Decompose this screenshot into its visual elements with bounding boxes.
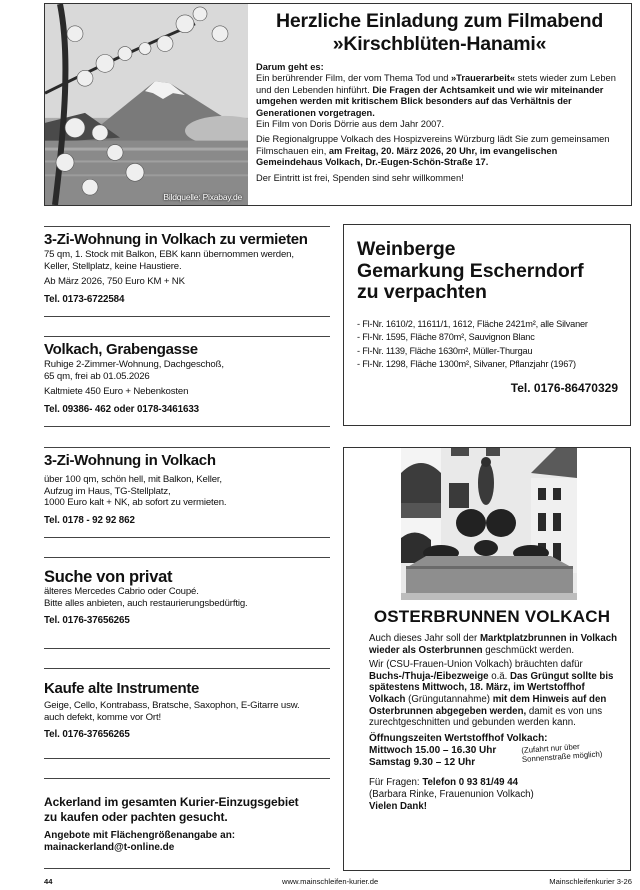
divider [44,426,330,427]
oster-text-span: (Grüngutannahme) [405,693,493,705]
ad-text: auch defekt, komme vor Ort! [44,711,161,723]
classified-ad-car-wanted [44,568,330,627]
divider [44,447,330,448]
vineyard-phone: Tel. 0176-86470329 [510,380,618,395]
event-title-line2: »Kirschblüten-Hanami« [332,33,547,55]
ad-text: 65 qm, frei ab 01.05.2026 [44,370,150,382]
easter-fountain-photo [401,448,577,600]
oster-text-span: geschmückt werden. [482,644,575,656]
divider [44,336,330,337]
oster-text-bold: mit dem Hinweis auf den Osterbrunnen abgegeben werden, [369,693,607,717]
event-title [256,10,623,56]
photo-credit: Bildquelle: Pixabay.de [163,192,242,202]
vineyard-title-line: Gemarkung Escherndorf [357,259,584,282]
easter-fountain-title: OSTERBRUNNEN VOLKACH [373,607,611,626]
ad-price: Kaltmiete 450 Euro + Nebenkosten [44,386,189,398]
event-description [256,62,623,184]
parcel-item: - Fl-Nr. 1595, Fläche 870m², Sauvignon Blanc [357,332,535,342]
contact-person: (Barbara Rinke, Frauenunion Volkach) [369,788,534,800]
page-footer [44,877,632,889]
divider [44,226,330,227]
opening-hours-wednesday: Mittwoch 15.00 – 16.30 Uhr [369,744,497,756]
ad-phone: Tel. 0173-6722584 [44,293,125,305]
opening-hours-saturday: Samstag 9.30 – 12 Uhr [369,756,476,768]
event-text-span: stets wieder zum Leben und den Lebenden hinführt. [256,73,616,95]
ad-text: Angebote mit Flächengrößenangabe an: [44,830,236,841]
vineyard-title-line: Weinberge [357,238,456,260]
intro-heading: Darum geht es: [256,62,324,72]
event-text-bold: Die Fragen der Achtsamkeit und wie wir miteinander umgehen werden mit kritischem Blick besonders auf das Verhältnis der Generationen vorgetragen. [256,84,604,118]
ad-title: 3-Zi-Wohnung in Volkach zu vermieten [44,231,308,248]
vineyard-title-line: zu verpachten [357,281,487,303]
easter-fountain-notice [343,447,631,871]
event-title-line1: Herzliche Einladung zum Filmabend [275,10,604,32]
oster-text-span: o.ä. [488,670,511,682]
ad-title: Kaufe alte Instrumente [44,680,200,697]
ad-text: Geige, Cello, Kontrabass, Bratsche, Saxophon, E-Gitarre usw. [44,700,300,711]
opening-hours-title: Öffnungszeiten Wertstoffhof Volkach: [369,732,548,744]
ad-text: Aufzug im Haus, TG-Stellplatz, [44,485,171,497]
ad-phone: Tel. 0176-37656265 [44,729,130,741]
contact-info [369,777,619,813]
easter-fountain-body [369,633,619,729]
parcel-list [357,318,620,372]
ad-phone: Tel. 0178 - 92 92 862 [44,514,135,526]
classified-ad-apartment-3 [44,452,330,527]
contact-phone: Telefon 0 93 81/49 44 [422,776,518,788]
event-admission: Der Eintritt ist frei, Spenden sind sehr willkommen! [256,172,464,183]
landscape-illustration [45,4,248,205]
vineyard-lease-ad [343,224,631,426]
divider [44,537,330,538]
parcel-item: - Fl-Nr. 1610/2, 11611/1, 1612, Fläche 2421m², alle Silvaner [357,318,588,329]
ad-phone: Tel. 09386- 462 oder 0178-3461633 [44,403,200,415]
film-evening-ad [44,3,632,206]
classified-ad-apartment-2 [44,341,330,416]
cherry-blossom-mount-fuji-photo [45,4,248,205]
divider [44,316,330,317]
oster-text-bold: Buchs-/Thuja-/Eibezweige [369,670,489,682]
oster-text-span: Auch dieses Jahr soll der [369,633,480,644]
ad-text: älteres Mercedes Cabrio oder Coupé. [44,586,199,597]
ad-text: Keller, Stellplatz, keine Haustiere. [44,260,182,272]
ad-phone: Tel. 0176-37656265 [44,615,130,627]
event-text-bold: »Trauerarbeit« [451,73,516,84]
divider [44,557,330,558]
divider [44,758,330,759]
easter-fountain-text [369,607,619,813]
ad-title: Volkach, Grabengasse [44,341,198,358]
page-number: 44 [44,877,53,886]
issue-label: Mainschleifenkurier 3-26 [549,877,632,886]
ad-text: 75 qm, 1. Stock mit Balkon, EBK kann übernommen werden, [44,249,294,260]
fountain-illustration [401,448,577,600]
website-url[interactable]: www.mainschleifen-kurier.de [282,877,379,886]
ad-text: Ruhige 2-Zimmer-Wohnung, Dachgeschoß, [44,359,224,370]
event-date-location: am Freitag, 20. März 2026, 20 Uhr, im evangelischen Gemeindehaus Volkach, Dr.-Eugen-Schön-Straße 17. [256,145,558,168]
divider [44,778,330,779]
ad-title: Suche von privat [44,568,173,586]
classified-ad-farmland [44,795,330,854]
divider [44,668,330,669]
ad-text: Bitte alles anbieten, auch restaurierungsbedürftig. [44,597,248,609]
ad-text: über 100 qm, schön hell, mit Balkon, Keller, [44,474,222,485]
film-credit: Ein Film von Doris Dörrie aus dem Jahr 2007. [256,119,445,130]
access-note: (Zufahrt nur über Sonnenstraße möglich) [521,741,603,764]
event-text-span: Die Regionalgruppe Volkach des Hospizvereins Würzburg lädt Sie zum gemeinsamen Filmschauen ein, [256,134,610,156]
divider [44,648,330,649]
classified-ad-instruments [44,680,330,741]
oster-deadline: Das Grüngut sollte bis spätestens Mittwoch, 18. März, im Wertstoffhof Volkach [369,670,614,705]
oster-text-span: damit es von uns zurechtgeschnitten und gebunden werden kann. [369,705,603,729]
divider [44,868,330,869]
parcel-item: - Fl-Nr. 1298, Fläche 1300m², Silvaner, Pflanzjahr (1967) [357,359,576,369]
ad-text: 1000 Euro kalt + NK, ab sofort zu vermieten. [44,497,227,509]
event-text-span: Ein berührender Film, der vom Thema Tod und [256,73,451,84]
oster-text-bold: Marktplatzbrunnen in Volkach wieder als Osterbrunnen [369,633,618,656]
ad-title: 3-Zi-Wohnung in Volkach [44,452,216,469]
ad-email[interactable]: mainackerland@t-online.de [44,842,175,853]
vineyard-title [357,239,620,304]
contact-label: Für Fragen: [369,776,423,788]
parcel-item: - Fl-Nr. 1139, Fläche 1630m², Müller-Thurgau [357,345,533,356]
thanks-text: Vielen Dank! [369,800,427,812]
ad-price: Ab März 2026, 750 Euro KM + NK [44,276,185,288]
classified-ad-apartment-1 [44,231,330,306]
oster-text-span: Wir (CSU-Frauen-Union Volkach) bräuchten dafür [369,659,583,671]
ad-title: Ackerland im gesamten Kurier-Einzugsgebiet [44,795,299,809]
event-text [248,4,631,205]
ad-title: zu kaufen oder pachten gesucht. [44,810,228,824]
opening-hours [369,733,619,769]
